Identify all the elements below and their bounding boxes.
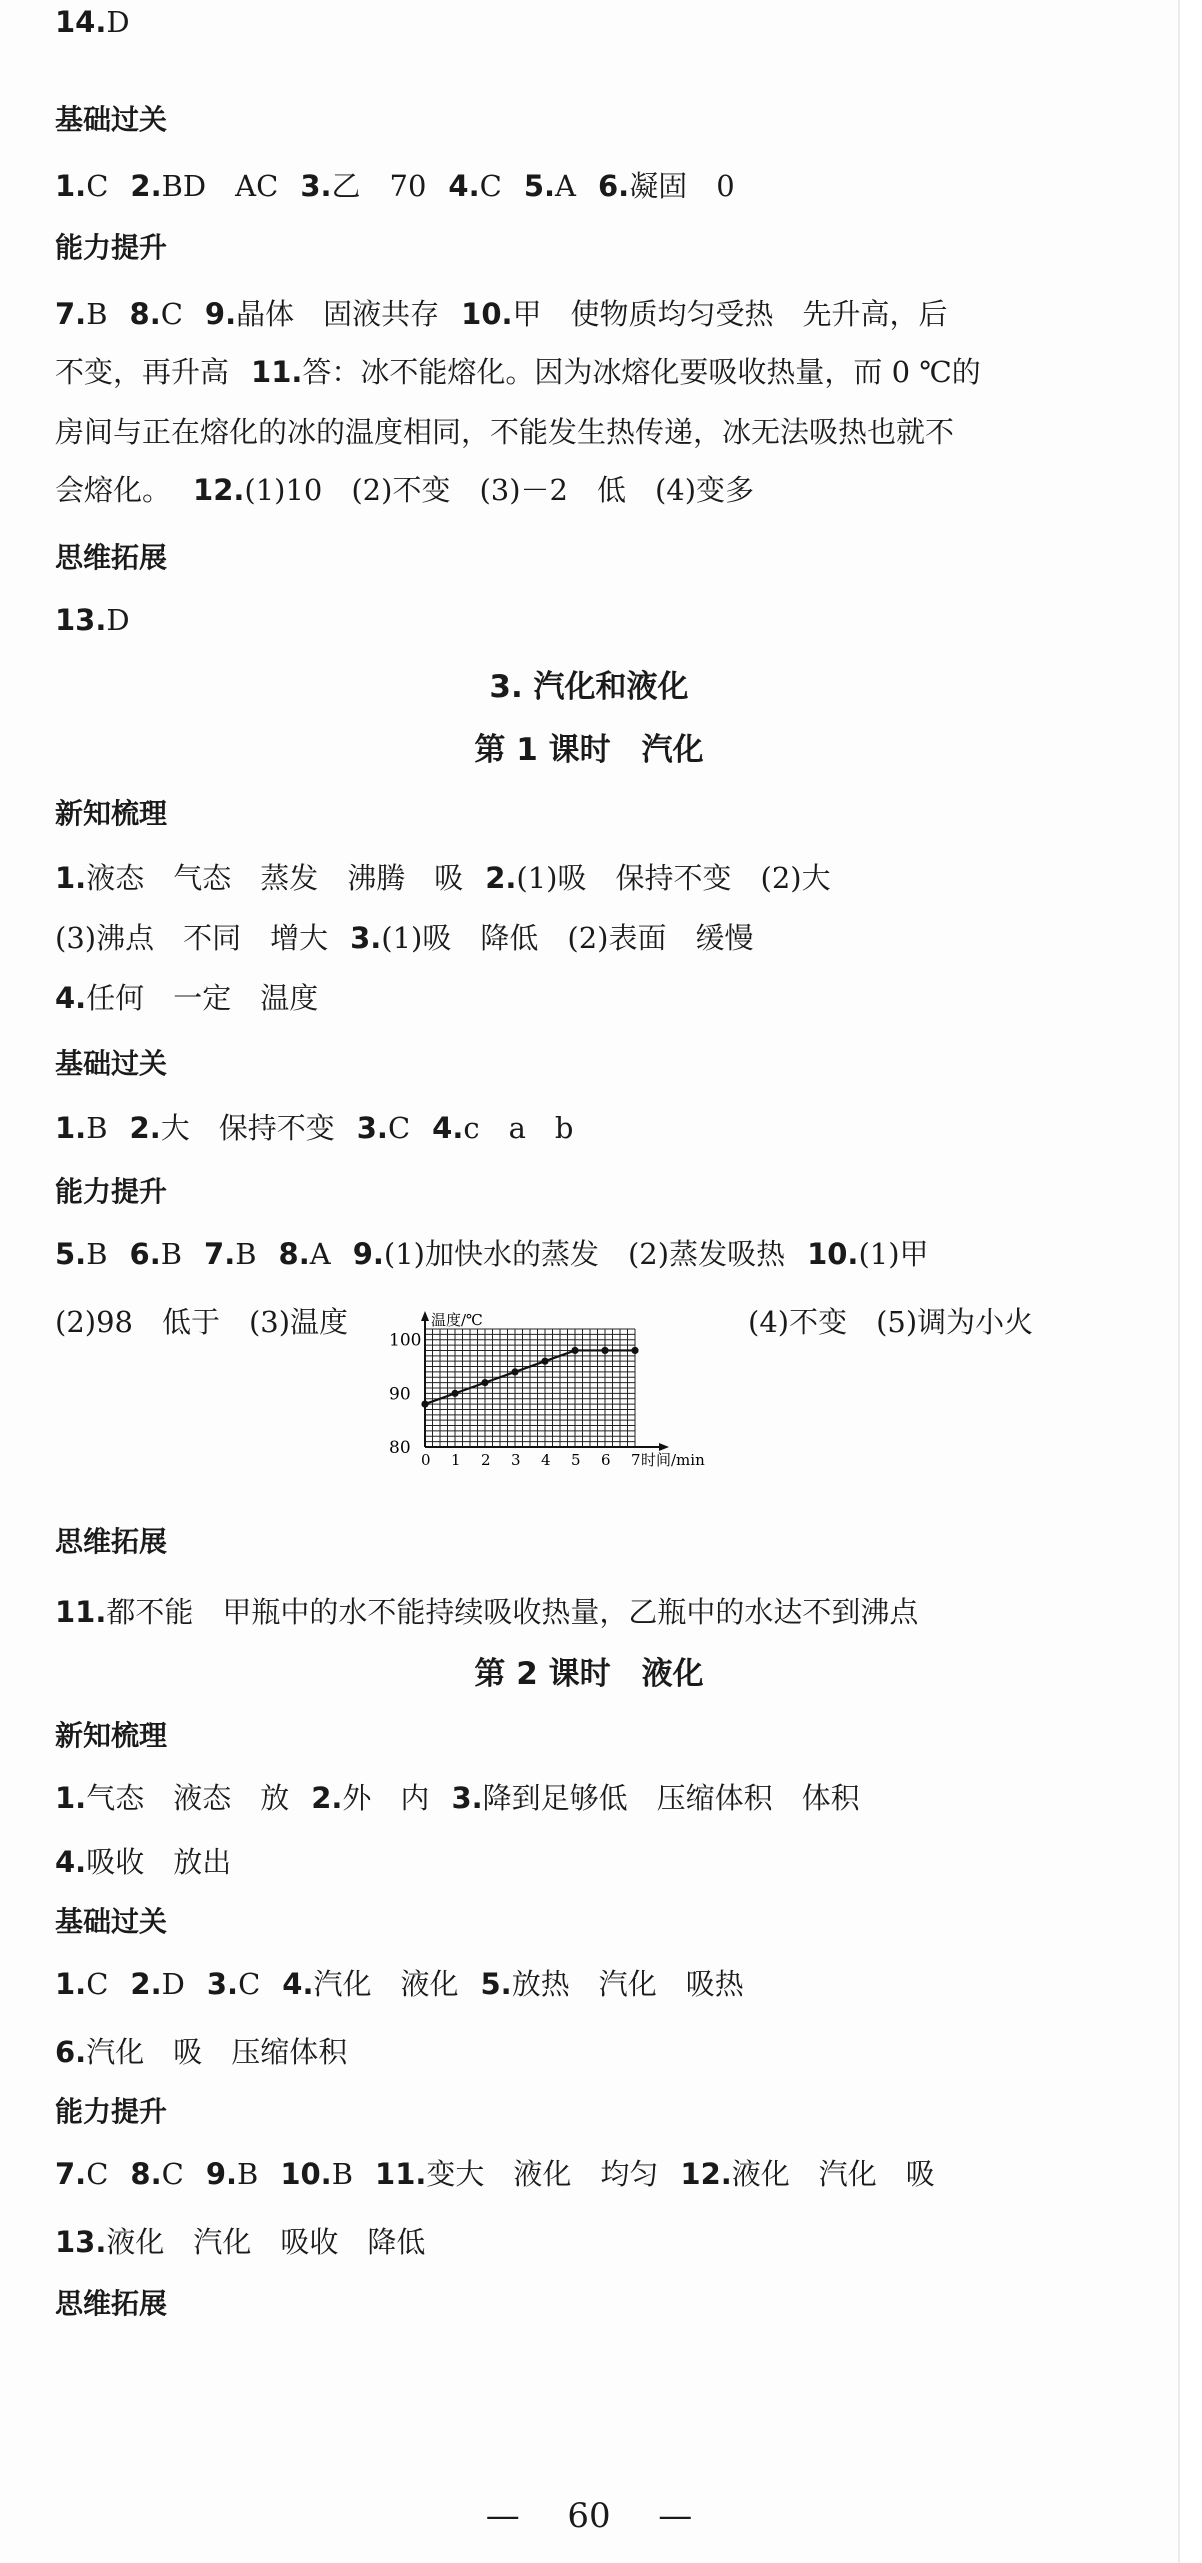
question-number: 1.	[55, 1967, 87, 2001]
question-number: 8.	[129, 297, 161, 331]
section-heading: 基础过关	[55, 1905, 168, 1938]
question-number: 6.	[597, 169, 630, 203]
question-number: 8.	[278, 1237, 310, 1271]
answer-text: B	[86, 1111, 108, 1145]
question-number: 4.	[432, 1111, 464, 1145]
answer-text: BD AC	[161, 169, 279, 203]
question-number: 3.	[300, 169, 332, 203]
data-point	[481, 1379, 488, 1386]
answer-text: (1)加快水的蒸发 (2)蒸发吸热	[383, 1237, 786, 1271]
answer-text: 外 内	[342, 1781, 430, 1815]
question-number: 1.	[55, 1111, 87, 1145]
answer-text: 凝固 0	[629, 169, 735, 203]
answer-line	[55, 292, 1158, 336]
y-axis-label: 温度/℃	[431, 1311, 483, 1329]
question-number: 11.	[251, 355, 303, 389]
answer-text: A	[309, 1237, 331, 1271]
answer-line	[55, 164, 1158, 208]
answer-text: B	[160, 1237, 183, 1271]
answer-text: 气态 液态 放	[86, 1781, 290, 1815]
question-number: 14.	[55, 5, 107, 39]
question-number: 4.	[448, 169, 480, 203]
page-footer	[0, 2494, 1178, 2538]
question-number: 4.	[55, 1845, 87, 1879]
answer-text: (3)沸点 不同 增大	[55, 921, 329, 955]
answer-text: D	[161, 1967, 185, 2001]
section-heading: 能力提升	[55, 1175, 168, 1208]
answer-line-right: (4)不变 (5)调为小火	[748, 1305, 1034, 1339]
question-number: 6.	[129, 1237, 161, 1271]
question-number: 3.	[356, 1111, 388, 1145]
question-number: 2.	[130, 1967, 162, 2001]
answer-text: A	[555, 169, 576, 203]
question-number: 10.	[280, 2157, 332, 2191]
answer-text: 都不能 甲瓶中的水不能持续吸收热量，乙瓶中的水达不到沸点	[106, 1595, 919, 1629]
answer-text: (1)10 (2)不变 (3)－2 低 (4)变多	[244, 473, 755, 507]
question-number: 12.	[680, 2157, 732, 2191]
data-point	[601, 1347, 608, 1354]
answer-line	[55, 0, 1158, 44]
answer-text: C	[86, 1967, 109, 2001]
question-number: 10.	[807, 1237, 859, 1271]
question-number: 6.	[55, 2035, 87, 2069]
answer-text: 不变，再升高	[55, 355, 230, 389]
footer-dash-left: —	[485, 2496, 520, 2536]
temperature-time-chart	[380, 1311, 705, 1475]
answer-text: 汽化 液化	[313, 1967, 459, 2001]
answer-text: 液化 汽化 吸	[731, 2157, 935, 2191]
answer-text: B	[237, 2157, 259, 2191]
answer-line	[55, 976, 1158, 1020]
answer-line	[55, 2152, 1158, 2196]
answer-text: C	[238, 1967, 261, 2001]
question-number: 7.	[55, 2157, 87, 2191]
answer-text: 乙 70	[331, 169, 427, 203]
lesson-title: 第 2 课时 液化	[474, 1656, 704, 1692]
data-point	[511, 1368, 518, 1375]
answer-text: 降到足够低 压缩体积 体积	[482, 1781, 860, 1815]
section-heading: 思维拓展	[55, 541, 168, 574]
answer-text: C	[387, 1111, 411, 1145]
answer-line	[55, 598, 1158, 642]
answer-text: 会熔化。	[55, 473, 172, 507]
footer-dash-right: —	[658, 2496, 693, 2536]
question-number: 1.	[55, 1781, 87, 1815]
question-number: 7.	[204, 1237, 236, 1271]
lesson-title: 3. 汽化和液化	[489, 669, 689, 705]
answer-text: D	[106, 603, 130, 637]
x-tick-label: 6	[601, 1451, 611, 1469]
answer-text: 答：冰不能熔化。因为冰熔化要吸收热量，而 0 ℃的	[302, 355, 981, 389]
question-number: 8.	[130, 2157, 162, 2191]
question-number: 4.	[282, 1967, 314, 2001]
question-number: 2.	[129, 1111, 161, 1145]
answer-text: 大 保持不变	[160, 1111, 335, 1145]
answer-text: B	[86, 297, 108, 331]
answer-text: 液态 气态 蒸发 沸腾 吸	[86, 861, 464, 895]
question-number: 2.	[311, 1781, 343, 1815]
question-number: 9.	[204, 297, 237, 331]
answer-text: 晶体 固液共存	[236, 297, 440, 331]
answer-line	[55, 350, 1158, 394]
answer-line	[55, 410, 1158, 454]
answer-line	[55, 1590, 1158, 1634]
answer-text: C	[479, 169, 502, 203]
x-tick-label: 0	[421, 1451, 431, 1469]
answer-line	[55, 2220, 1158, 2264]
section-heading: 基础过关	[55, 103, 168, 136]
y-tick-label: 80	[389, 1438, 411, 1458]
answer-text: B	[86, 1237, 108, 1271]
section-heading: 基础过关	[55, 1047, 168, 1080]
answer-text: 吸收 放出	[86, 1845, 232, 1879]
x-axis-arrow	[659, 1443, 669, 1451]
question-number: 5.	[55, 1237, 87, 1271]
lesson-title: 第 1 课时 汽化	[474, 732, 704, 768]
data-point	[451, 1390, 458, 1397]
question-number: 9.	[352, 1237, 384, 1271]
x-tick-label: 3	[511, 1451, 521, 1469]
section-heading: 思维拓展	[55, 1525, 168, 1558]
answer-line-left: (2)98 低于 (3)温度	[55, 1305, 349, 1339]
answer-text: D	[106, 5, 130, 39]
section-heading: 能力提升	[55, 2095, 168, 2128]
answer-line	[55, 468, 1158, 512]
answer-text: 汽化 吸 压缩体积	[86, 2035, 348, 2069]
answer-text: C	[160, 297, 183, 331]
answer-line	[55, 1962, 1158, 2006]
question-number: 12.	[193, 473, 245, 507]
x-tick-label: 5	[571, 1451, 581, 1469]
x-axis-label: 时间/min	[641, 1451, 705, 1469]
answer-text: B	[235, 1237, 257, 1271]
question-number: 10.	[461, 297, 513, 331]
x-tick-label: 1	[451, 1451, 461, 1469]
question-number: 13.	[55, 603, 107, 637]
question-number: 1.	[55, 861, 87, 895]
answer-text: 放热 汽化 吸热	[511, 1967, 744, 2001]
answer-line	[55, 2030, 1158, 2074]
answer-line	[55, 1840, 1158, 1884]
data-point	[571, 1347, 578, 1354]
question-number: 5.	[523, 169, 556, 203]
page-number: 60	[567, 2496, 611, 2536]
question-number: 3.	[350, 921, 382, 955]
x-tick-label: 2	[481, 1451, 491, 1469]
answer-text: C	[86, 2157, 109, 2191]
answer-text: C	[161, 2157, 184, 2191]
x-tick-label: 4	[541, 1451, 551, 1469]
answer-text: 任何 一定 温度	[86, 981, 319, 1015]
question-number: 4.	[55, 981, 87, 1015]
y-tick-label: 100	[389, 1330, 422, 1351]
answer-text: c a b	[463, 1111, 574, 1145]
answer-line	[55, 1776, 1158, 1820]
question-number: 11.	[375, 2157, 427, 2191]
section-heading: 思维拓展	[55, 2287, 168, 2320]
answer-text: 甲 使物质均匀受热 先升高，后	[512, 297, 948, 331]
question-number: 2.	[130, 169, 162, 203]
answer-text: 变大 液化 均匀	[426, 2157, 659, 2191]
question-number: 2.	[485, 861, 517, 895]
question-number: 1.	[55, 169, 87, 203]
y-tick-label: 90	[389, 1384, 411, 1405]
answer-text: B	[331, 2157, 354, 2191]
answer-line	[55, 916, 1158, 960]
section-heading: 新知梳理	[55, 1719, 168, 1752]
answer-text: (1)吸 保持不变 (2)大	[516, 861, 831, 895]
data-point	[421, 1400, 428, 1407]
question-number: 7.	[55, 297, 87, 331]
question-number: 11.	[55, 1595, 107, 1629]
question-number: 3.	[206, 1967, 239, 2001]
question-number: 5.	[480, 1967, 512, 2001]
answer-text: 液化 汽化 吸收 降低	[106, 2225, 426, 2259]
answer-text: (1)吸 降低 (2)表面 缓慢	[381, 921, 754, 955]
x-tick-label: 7	[631, 1451, 641, 1469]
answer-line	[55, 856, 1158, 900]
question-number: 13.	[55, 2225, 107, 2259]
question-number: 9.	[205, 2157, 238, 2191]
section-heading: 新知梳理	[55, 797, 168, 830]
answer-text: 房间与正在熔化的冰的温度相同，不能发生热传递，冰无法吸热也就不	[55, 415, 955, 449]
answer-line	[55, 1106, 1158, 1150]
section-heading: 能力提升	[55, 231, 168, 264]
question-number: 3.	[451, 1781, 483, 1815]
answer-text: C	[86, 169, 109, 203]
data-point	[541, 1358, 548, 1365]
data-point	[631, 1347, 638, 1354]
answer-text: (1)甲	[858, 1237, 929, 1271]
answer-line	[55, 1232, 1158, 1276]
